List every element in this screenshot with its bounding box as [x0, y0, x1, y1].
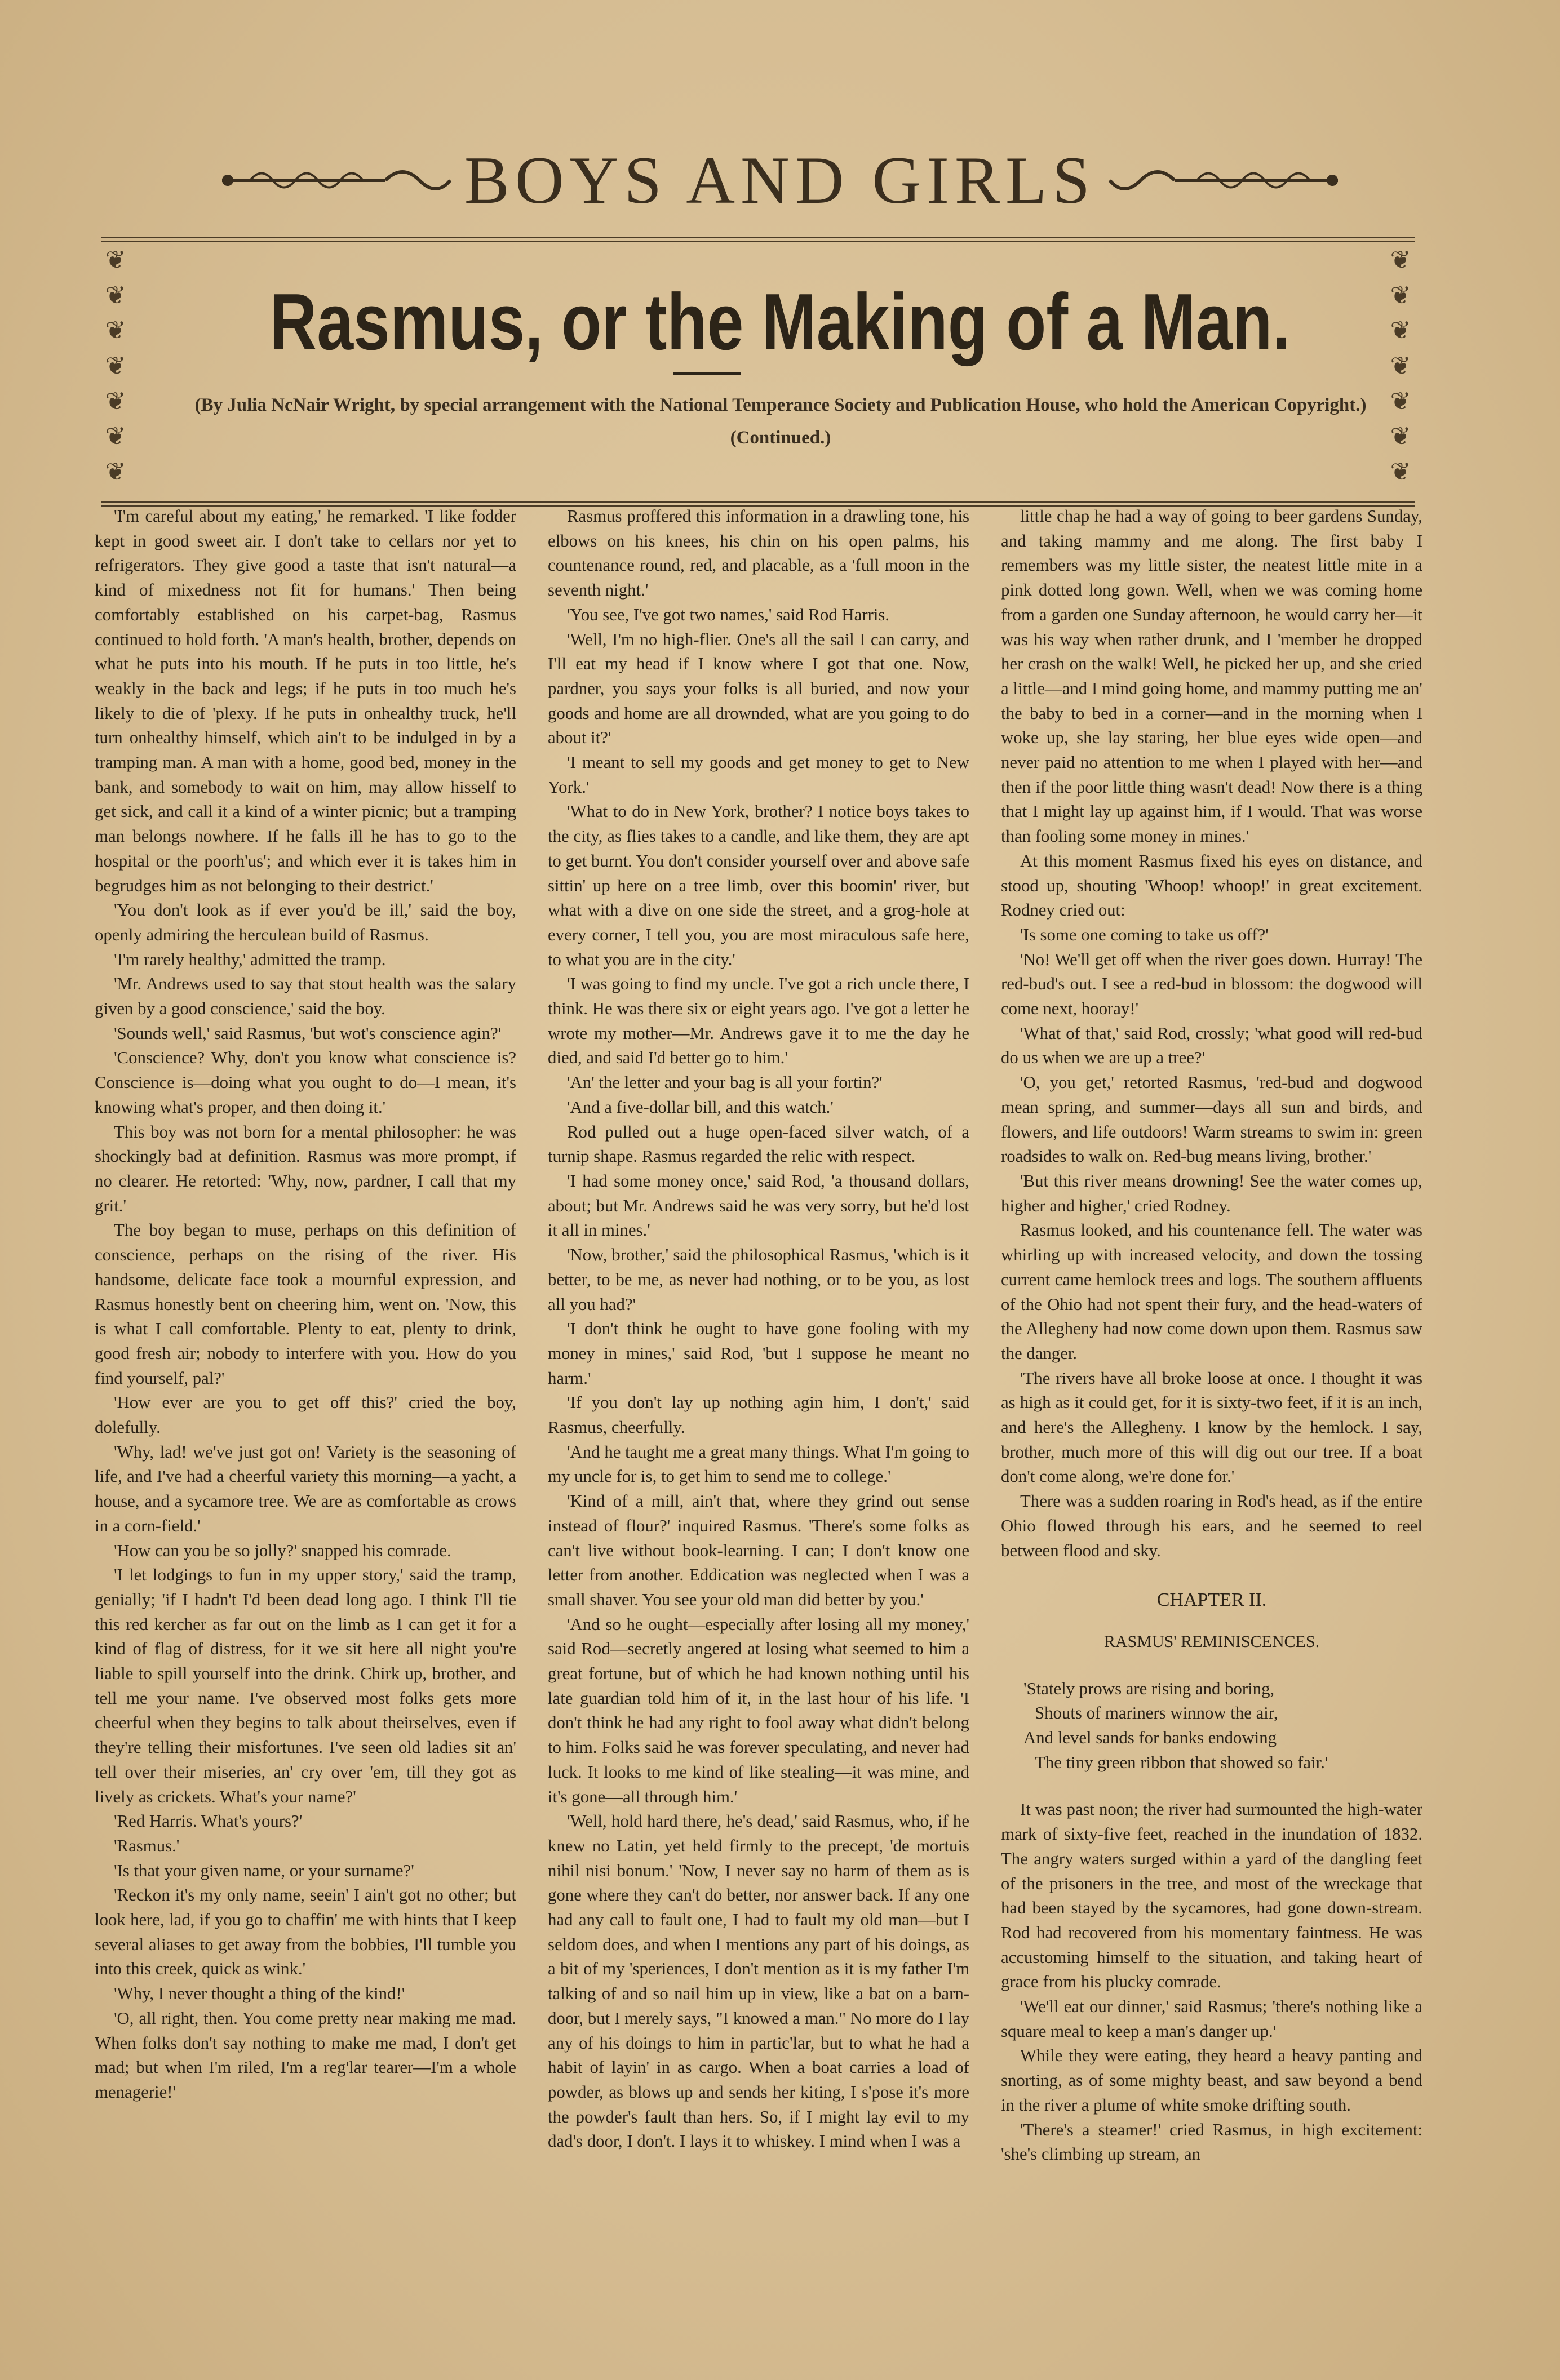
- paragraph: 'Kind of a mill, ain't that, where they grind out sense instead of flour?' inquired Rasmus. 'There's some folks as can't live without book-learning. I can; I don't know one letter from another. Eddication was neglected when I was a small shaver. You see your old man did better by you.': [548, 1491, 969, 1609]
- paragraph: 'Red Harris. What's yours?': [114, 1811, 303, 1831]
- paragraph: 'I'm rarely healthy,' admitted the tramp.: [114, 949, 386, 969]
- right-flourish-ornament: [1107, 158, 1344, 203]
- paragraph: 'I had some money once,' said Rod, 'a thousand dollars, about; but Mr. Andrews said he was very sorry, but he'd lost it all in mines.': [548, 1171, 969, 1240]
- paragraph: 'And a five-dollar bill, and this watch.': [567, 1097, 834, 1117]
- paragraph: 'Mr. Andrews used to say that stout health was the salary given by a good conscience,' said the boy.: [95, 974, 516, 1019]
- chapter-subtitle: RASMUS' REMINISCENCES.: [1103, 1632, 1320, 1651]
- paragraph: 'And he taught me a great many things. What I'm going to my uncle for is, to get him to send me to college.': [548, 1442, 969, 1486]
- column-2: [548, 504, 969, 2347]
- paragraph: 'Well, I'm no high-flier. One's all the sail I can carry, and I'll eat my head if I know where I got that one. Now, pardner, you says your folks is all buried, and now your goods and home are all drownded, what are you going to do about it?': [548, 629, 969, 748]
- paragraph: 'Is that your given name, or your surname?': [114, 1861, 414, 1880]
- paragraph: 'I meant to sell my goods and get money to get to New York.': [548, 753, 969, 797]
- paragraph: 'I was going to find my uncle. I've got a rich uncle there, I think. He was there six or eight years ago. I've got a letter he wrote my mother—Mr. Andrews gave it to me the day he died, and said I'd better go to him.': [548, 974, 969, 1068]
- continued-note: (Continued.): [730, 428, 831, 448]
- paragraph: 'Conscience? Why, don't you know what conscience is? Conscience is—doing what you ought to do—I mean, it's knowing what's proper, and then doing it.': [95, 1048, 516, 1117]
- paragraph: 'Reckon it's my only name, seein' I ain't got no other; but look here, lad, if you go to chaffin' me with hints that I keep several aliases to get away from the bobbies, I'll tumble you into this creek, quick as wink.': [95, 1885, 516, 1979]
- paragraph: 'Sounds well,' said Rasmus, 'but wot's conscience agin?': [114, 1023, 502, 1043]
- paragraph: 'No! We'll get off when the river goes down. Hurray! The red-bud's out. I see a red-bud in blossom: the dogwood will come next, hooray!': [1001, 949, 1422, 1019]
- paragraph: 'I don't think he ought to have gone fooling with my money in mines,' said Rod, 'but I suppose he meant no harm.': [548, 1319, 969, 1388]
- column-1: [95, 504, 516, 2347]
- paragraph: 'The rivers have all broke loose at once. I thought it was as high as it could get, for it is sixty-two feet, if it is an inch, and here's the Allegheny. I know by the hemlock. I say, brother, much more of this will dig out our tree. If a boat don't come along, we're done for.': [1001, 1368, 1422, 1486]
- paragraph: Rod pulled out a huge open-faced silver watch, of a turnip shape. Rasmus regarded the relic with respect.: [548, 1122, 969, 1166]
- poem-line: And level sands for banks endowing: [1023, 1728, 1277, 1748]
- section-title: BOYS AND GIRLS: [464, 143, 1096, 217]
- paragraph: 'What to do in New York, brother? I notice boys takes to the city, as flies takes to a candle, and like them, they are apt to get burnt. You don't consider yourself over and above safe sittin' up here on a tree limb, over this boomin' river, but what with a dive on one side the street, and a grog-hole at every corner, I tell you, you are most miraculous safe here, to what you are in the city.': [548, 802, 969, 969]
- chapter-heading: CHAPTER II.: [1156, 1589, 1267, 1611]
- paragraph: 'How can you be so jolly?' snapped his comrade.: [114, 1540, 451, 1560]
- paragraph: 'You don't look as if ever you'd be ill,' said the boy, openly admiring the herculean build of Rasmus.: [95, 900, 516, 944]
- paragraph: little chap he had a way of going to beer gardens Sunday, and taking mammy and me along. The first baby I remembers was my little sister, the neatest little mite in a pink dotted long gown. Well, when we was coming home from a garden one Sunday afternoon, he would carry her—it was his way when rather drunk, and I 'member he dropped her crash on the walk! Well, he picked her up, and she cried a little—and I mind going home, and mammy putting me an' the baby to bed in a corner—and in the morning when I woke up, she lay staring, her blue eyes wide open—and never paid no attention to me when I played with her—and then if the poor little thing wasn't dead! Now there is a thing that I might lay up against him, if I would. That was worse than fooling some money in mines.': [1001, 507, 1422, 846]
- paragraph: 'O, all right, then. You come pretty near making me mad. When folks don't say nothing to make me mad, I don't get mad; but when I'm riled, I'm a reg'lar tearer—I'm a whole menagerie!': [95, 2008, 516, 2102]
- paragraph: 'We'll eat our dinner,' said Rasmus; 'there's nothing like a square meal to keep a man's danger up.': [1001, 1997, 1422, 2041]
- paragraph: 'How ever are you to get off this?' cried the boy, dolefully.: [95, 1393, 516, 1437]
- left-flourish-ornament: [216, 158, 453, 203]
- paragraph: 'I let lodgings to fun in my upper story,' said the tramp, genially; 'if I hadn't I'd been dead long ago. I think I'll tie this red kercher as far out on the limb as I can get it for a kind of flag of distress, for it we sit here all night you're liable to spill yourself into the drink. Chirk up, brother, and tell me your name. I've observed most folks gets more cheerful when they begins to talk about theirselves, even if they're telling their misfortunes. I've seen old ladies sit an' tell over their miseries, an' cry over 'em, till they got as lively as crickets. What's your name?': [95, 1565, 516, 1806]
- paragraph: Rasmus proffered this information in a drawling tone, his elbows on his knees, his chin on his open palms, his countenance round, red, and placable, as a 'full moon in the seventh night.': [548, 507, 969, 600]
- paragraph: 'O, you get,' retorted Rasmus, 'red-bud and dogwood mean spring, and summer—days all sun and birds, and flowers, and life outdoors! Warm streams to swim in: green roadsides to walk on. Red-bug means living, brother.': [1001, 1073, 1422, 1166]
- paragraph: 'Well, hold hard there, he's dead,' said Rasmus, who, if he knew no Latin, yet held firmly to the precept, 'de mortuis nihil nisi bonum.' 'Now, I never say no harm of them as is gone where they can't do better, nor answer back. If any one had any call to fault one, I had to fault my old man—but I seldom does, and when I mentions any part of his doings, as a bit of my 'speriences, I don't mention as it is my father I'm talking of and so nail him up in view, like a bat on a barn-door, but I merely says, "I knowed a man." No more do I lay any of his doings to him in partic'lar, but to what he had a habit of layin' in as cargo. When a boat carries a load of powder, as blows up and sends her kiting, I s'pose it's more the powder's fault than hers. So, if I might lay evil to my dad's door, I don't. I lays it to whiskey. I mind when I was a: [548, 1811, 969, 2151]
- paragraph: 'I'm careful about my eating,' he remarked. 'I like fodder kept in good sweet air. I don't take to cellars nor yet to refrigerators. They give good a taste that isn't natural—a kind of mixedness not fit for humans.' Then being comfortably established on his carpet-bag, Rasmus continued to hold forth. 'A man's health, brother, depends on what he puts into his mouth. If he puts in too little, he's weakly in the back and legs; if he puts in too much he's likely to die of 'plexy. If he puts in onhealthy truck, he'll turn onhealthy himself, which ain't to be indulged in by a tramping man. A man with a home, good bed, money in the bank, and somebody to wait on him, may allow hisself to get sick, and call it a kind of a winter picnic; but a tramping man belongs nowhere. If he falls ill he has to go to the hospital or the poorh'us'; and which ever it is takes him in begrudges him as not belonging to their destrict.': [95, 507, 516, 895]
- paragraph: 'You see, I've got two names,' said Rod Harris.: [567, 605, 890, 624]
- paragraph: This boy was not born for a mental philosopher: he was shockingly bad at definition. Rasmus was more prompt, if no clearer. He retorted: 'Why, now, pardner, I call that my grit.': [95, 1122, 516, 1215]
- paragraph: There was a sudden roaring in Rod's head, as if the entire Ohio flowed through his ears, and he seemed to reel between flood and sky.: [1001, 1491, 1422, 1560]
- paragraph: 'Why, lad! we've just got on! Variety is the seasoning of life, and I've had a cheerful variety this morning—a yacht, a house, and a sycamore tree. We are as comfortable as crows in a corn-field.': [95, 1442, 516, 1535]
- paragraph: Rasmus looked, and his countenance fell. The water was whirling up with increased velocity, and down the tossing current came hemlock trees and logs. The southern affluents of the Ohio had not spent their fury, and the head-waters of the Allegheny had now come down upon them. Rasmus saw the danger.: [1001, 1220, 1422, 1363]
- poem-line: 'Stately prows are rising and boring,: [1023, 1679, 1275, 1698]
- paragraph: 'If you don't lay up nothing agin him, I don't,' said Rasmus, cheerfully.: [548, 1393, 969, 1437]
- paragraph: 'Now, brother,' said the philosophical Rasmus, 'which is it better, to be me, as never had nothing, or to be you, as lost all you had?': [548, 1245, 969, 1314]
- article-columns: [95, 504, 1422, 2347]
- story-title: Rasmus, or the Making of a Man.: [269, 277, 1291, 367]
- poem-epigraph: [1001, 1677, 1422, 1775]
- paragraph: 'There's a steamer!' cried Rasmus, in high excitement: 'she's climbing up stream, an: [1001, 2120, 1422, 2164]
- poem-line: Shouts of mariners winnow the air,: [1035, 1703, 1278, 1723]
- paragraph: 'Rasmus.': [114, 1836, 180, 1855]
- byline-block: [163, 389, 1398, 454]
- byline-text: (By Julia NcNair Wright, by special arrangement with the National Temperance Society and Publication House, who hold the American Copyright.): [194, 395, 1367, 415]
- paragraph: 'But this river means drowning! See the water comes up, higher and higher,' cried Rodney.: [1001, 1171, 1422, 1215]
- paragraph: 'What of that,' said Rod, crossly; 'what good will red-bud do us when we are up a tree?': [1001, 1023, 1422, 1068]
- frame-right-leaf-border: ❦ ❦ ❦ ❦ ❦ ❦ ❦: [1390, 246, 1411, 486]
- paragraph: At this moment Rasmus fixed his eyes on distance, and stood up, shouting 'Whoop! whoop!' in great excitement. Rodney cried out:: [1001, 851, 1422, 920]
- section-header: [0, 138, 1560, 223]
- column-3: [1001, 504, 1422, 2347]
- title-underline: [673, 372, 741, 375]
- paragraph: While they were eating, they heard a heavy panting and snorting, as of some mighty beast, and saw beyond a bend in the river a plume of white smoke drifting south.: [1001, 2046, 1422, 2115]
- paragraph: 'And so he ought—especially after losing all my money,' said Rod—secretly angered at losing what seemed to him a great fortune, but of which he had known nothing until his late guardian told him of it, in the last hour of his life. 'I don't think he had any right to fool away what didn't belong to him. Folks said he was forever speculating, and never had luck. It looks to me kind of like stealing—it was mine, and it's gone—all through him.': [548, 1614, 969, 1806]
- paragraph: 'Why, I never thought a thing of the kind!': [114, 1984, 405, 2004]
- paragraph: It was past noon; the river had surmounted the high-water mark of sixty-five feet, reached in the inundation of 1832. The angry waters surged within a yard of the dangling feet of the prisoners in the tree, and most of the wreckage that had been stayed by the sycamores, had gone down-stream. Rod had recovered from his momentary faintness. He was accustoming himself to the situation, and taking heart of grace from his plucky comrade.: [1001, 1800, 1422, 1992]
- paragraph: The boy began to muse, perhaps on this definition of conscience, perhaps on the rising of the river. His handsome, delicate face took a mournful expression, and Rasmus honestly bent on cheering him, went on. 'Now, this is what I call comfortable. Plenty to eat, plenty to drink, good fresh air; nobody to interfere with you. How do you find yourself, pal?': [95, 1220, 516, 1388]
- paragraph: 'Is some one coming to take us off?': [1020, 925, 1269, 944]
- poem-line: The tiny green ribbon that showed so fair.': [1035, 1752, 1328, 1772]
- paragraph: 'An' the letter and your bag is all your fortin?': [567, 1073, 883, 1093]
- frame-left-leaf-border: ❦ ❦ ❦ ❦ ❦ ❦ ❦: [105, 246, 126, 486]
